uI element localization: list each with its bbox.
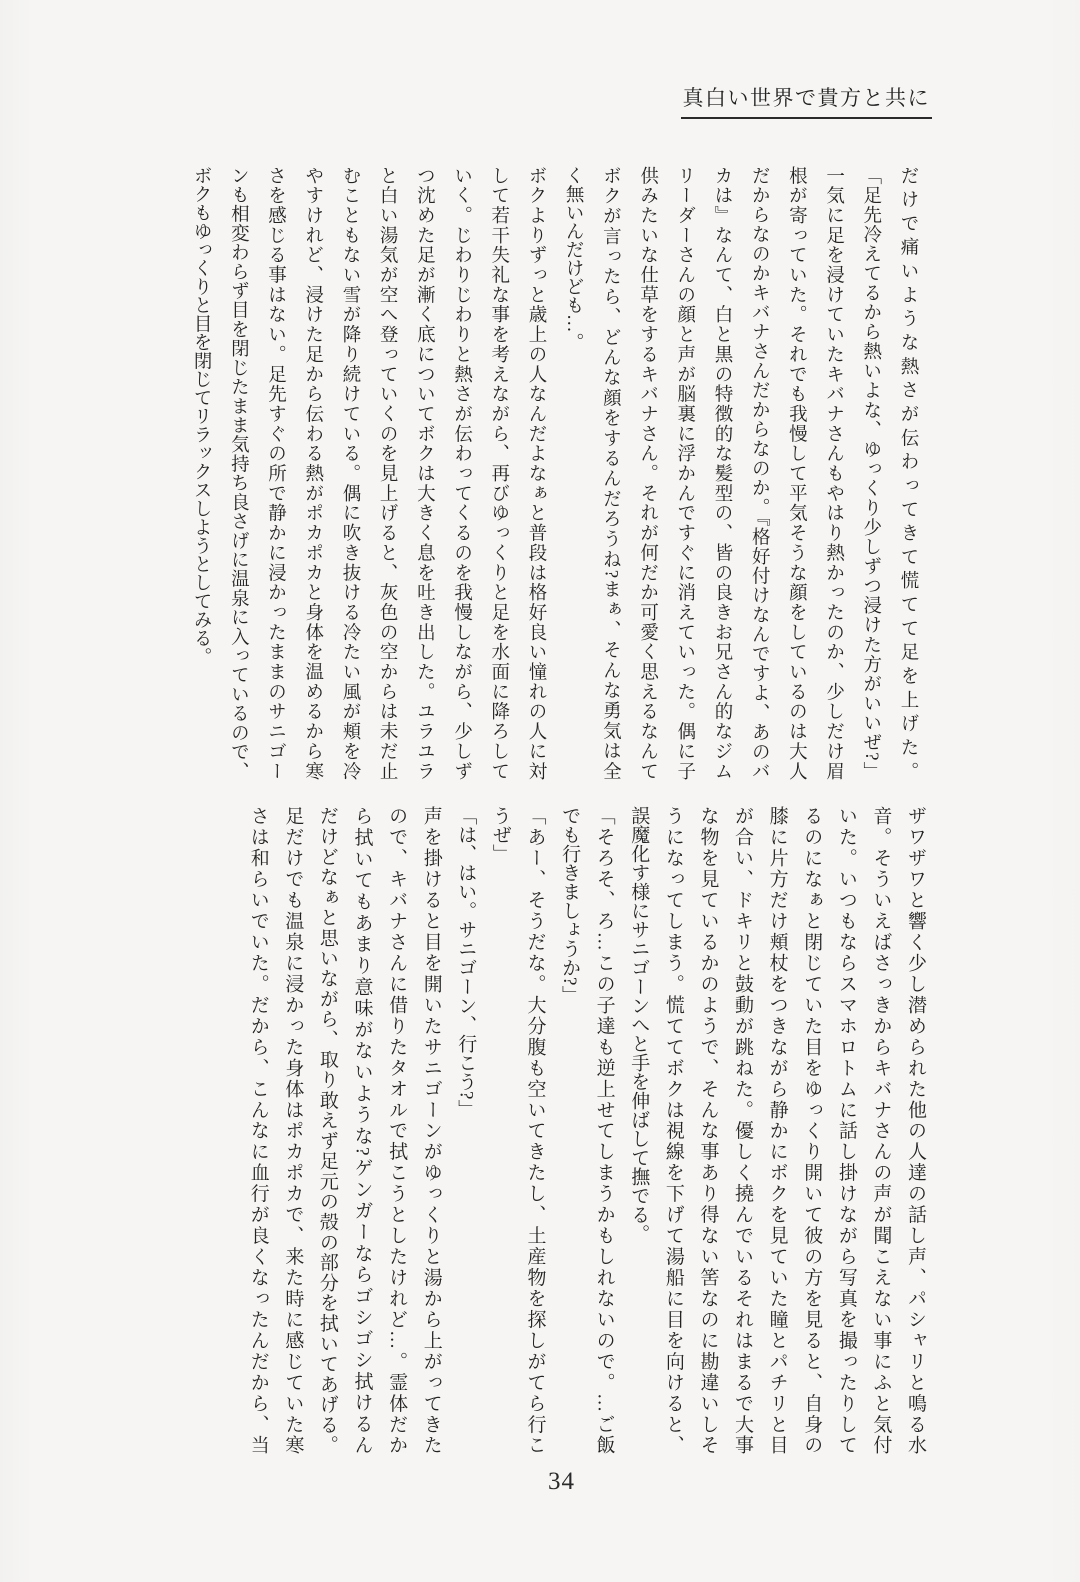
- page-number: 34: [548, 1468, 575, 1495]
- text-column: 「あー、そうだな。大分腹も空いてきたし、土産物を探しがてら行こ: [524, 806, 546, 1455]
- text-column: 声を掛けると目を開いたサニゴーンがゆっくりと湯から上がってきた: [420, 806, 442, 1454]
- text-column: うになってしまう。慌ててボクは視線を下げて湯船に目を向けると、: [662, 806, 684, 1455]
- text-column: さを感じる事はない。足先すぐの所で静かに浸かったままのサニゴー: [265, 166, 286, 780]
- text-column: いた。いつもならスマホロトムに話し掛けながら写真を撮ったりして: [835, 806, 857, 1454]
- text-column: やすけれど、浸けた足から伝わる熱がポカポカと身体を温めるから寒: [302, 166, 323, 780]
- text-column: ザワザワと響く少し潜められた他の人達の話し声、パシャリと鳴る水: [905, 806, 926, 1454]
- text-column: つ沈めた足が漸く底についてボクは大きく息を吐き出した。ユラユラ: [414, 166, 435, 780]
- text-column: 「そろそ、ろ…この子達も逆上せてしまうかもしれないので。…ご飯: [593, 806, 615, 1454]
- text-column: むこともない雪が降り続けている。偶に吹き抜ける冷たい風が頬を冷: [339, 166, 360, 780]
- text-column: な物を見ているかのようで、そんな事あり得ない筈なのに勘違いしそ: [697, 806, 719, 1454]
- text-column: るのになぁと閉じていた目をゆっくり開いて彼の方を見ると、自身の: [801, 806, 823, 1455]
- bottom-text-block: [240, 806, 932, 1454]
- text-column: ボクよりずっと歳上の人なんだよなぁと普段は格好良い憧れの人に対: [525, 166, 546, 780]
- text-column: さは和らいでいた。だから、こんなに血行が良くなったんだから、当: [247, 806, 269, 1454]
- text-column: だからなのかキバナさんだからなのか。『格好付けなんですよ、あのバ: [749, 166, 770, 780]
- text-column: と白い湯気が空へ登っていくのを見上げると、灰色の空からは未だ止: [377, 166, 398, 780]
- text-column: 「は、はい。サニゴーン、行こう?」: [455, 806, 477, 1119]
- text-column: く無いんだけども…。: [563, 166, 584, 351]
- text-column: いく。じわりじわりと熱さが伝わってくるのを我慢しながら、少しず: [451, 166, 472, 780]
- text-column: ので、キバナさんに借りたタオルで拭こうとしたけれど…。霊体だか: [386, 806, 408, 1455]
- text-column: 足だけでも温泉に浸かった身体はポカポカで、来た時に感じていた寒: [282, 806, 304, 1455]
- page-header-title: 真白い世界で貴方と共に: [681, 82, 933, 119]
- text-column: だけで痛いような熱さが伝わってきて慌てて足を上げた。: [898, 166, 918, 781]
- text-column: 供みたいな仕草をするキバナさん。それが何だか可愛く思えるなんて: [637, 166, 658, 780]
- text-column: 一気に足を浸けていたキバナさんもやはり熱かったのか、少しだけ眉: [823, 166, 844, 780]
- text-column: ンも相変わらず目を閉じたまま気持ち良さげに温泉に入っているので、: [228, 166, 249, 780]
- text-column: カは』なんて、白と黒の特徴的な髪型の、皆の良きお兄さん的なジム: [711, 166, 732, 780]
- text-column: ボクもゆっくりと目を閉じてリラックスしようとしてみる。: [191, 166, 212, 666]
- text-column: だけどなぁと思いながら、取り敢えず足元の殻の部分を拭いてあげる。: [316, 806, 338, 1454]
- text-column: ら拭いてもあまり意味がないような?ゲンガーならゴシゴシ拭けるん: [351, 806, 373, 1454]
- text-column: 「足先冷えてるから熱いよな、ゆっくり少しずつ浸けた方がいいぜ?」: [860, 166, 881, 780]
- text-column: ボクが言ったら、どんな顔をするんだろうね?まぁ、そんな勇気は全: [600, 166, 621, 780]
- text-column: でも行きましょうか?」: [559, 806, 581, 1005]
- text-column: 音。そういえばさっきからキバナさんの声が聞こえない事にふと気付: [870, 806, 892, 1454]
- text-column: リーダーさんの顔と声が脳裏に浮かんですぐに消えていった。偶に子: [674, 166, 695, 780]
- text-column: 膝に片方だけ頬杖をつきながら静かにボクを見ていた瞳とパチリと目: [766, 806, 788, 1454]
- text-column: 誤魔化す様にサニゴーンへと手を伸ばして撫でる。: [628, 806, 650, 1243]
- top-text-block: [182, 166, 926, 780]
- text-column: が合い、ドキリと鼓動が跳ねた。優しく撓んでいるそれはまるで大事: [732, 806, 754, 1454]
- text-column: うぜ」: [489, 806, 511, 863]
- text-column: して若干失礼な事を考えながら、再びゆっくりと足を水面に降ろして: [488, 166, 509, 780]
- text-column: 根が寄っていた。それでも我慢して平気そうな顔をしているのは大人: [786, 166, 807, 780]
